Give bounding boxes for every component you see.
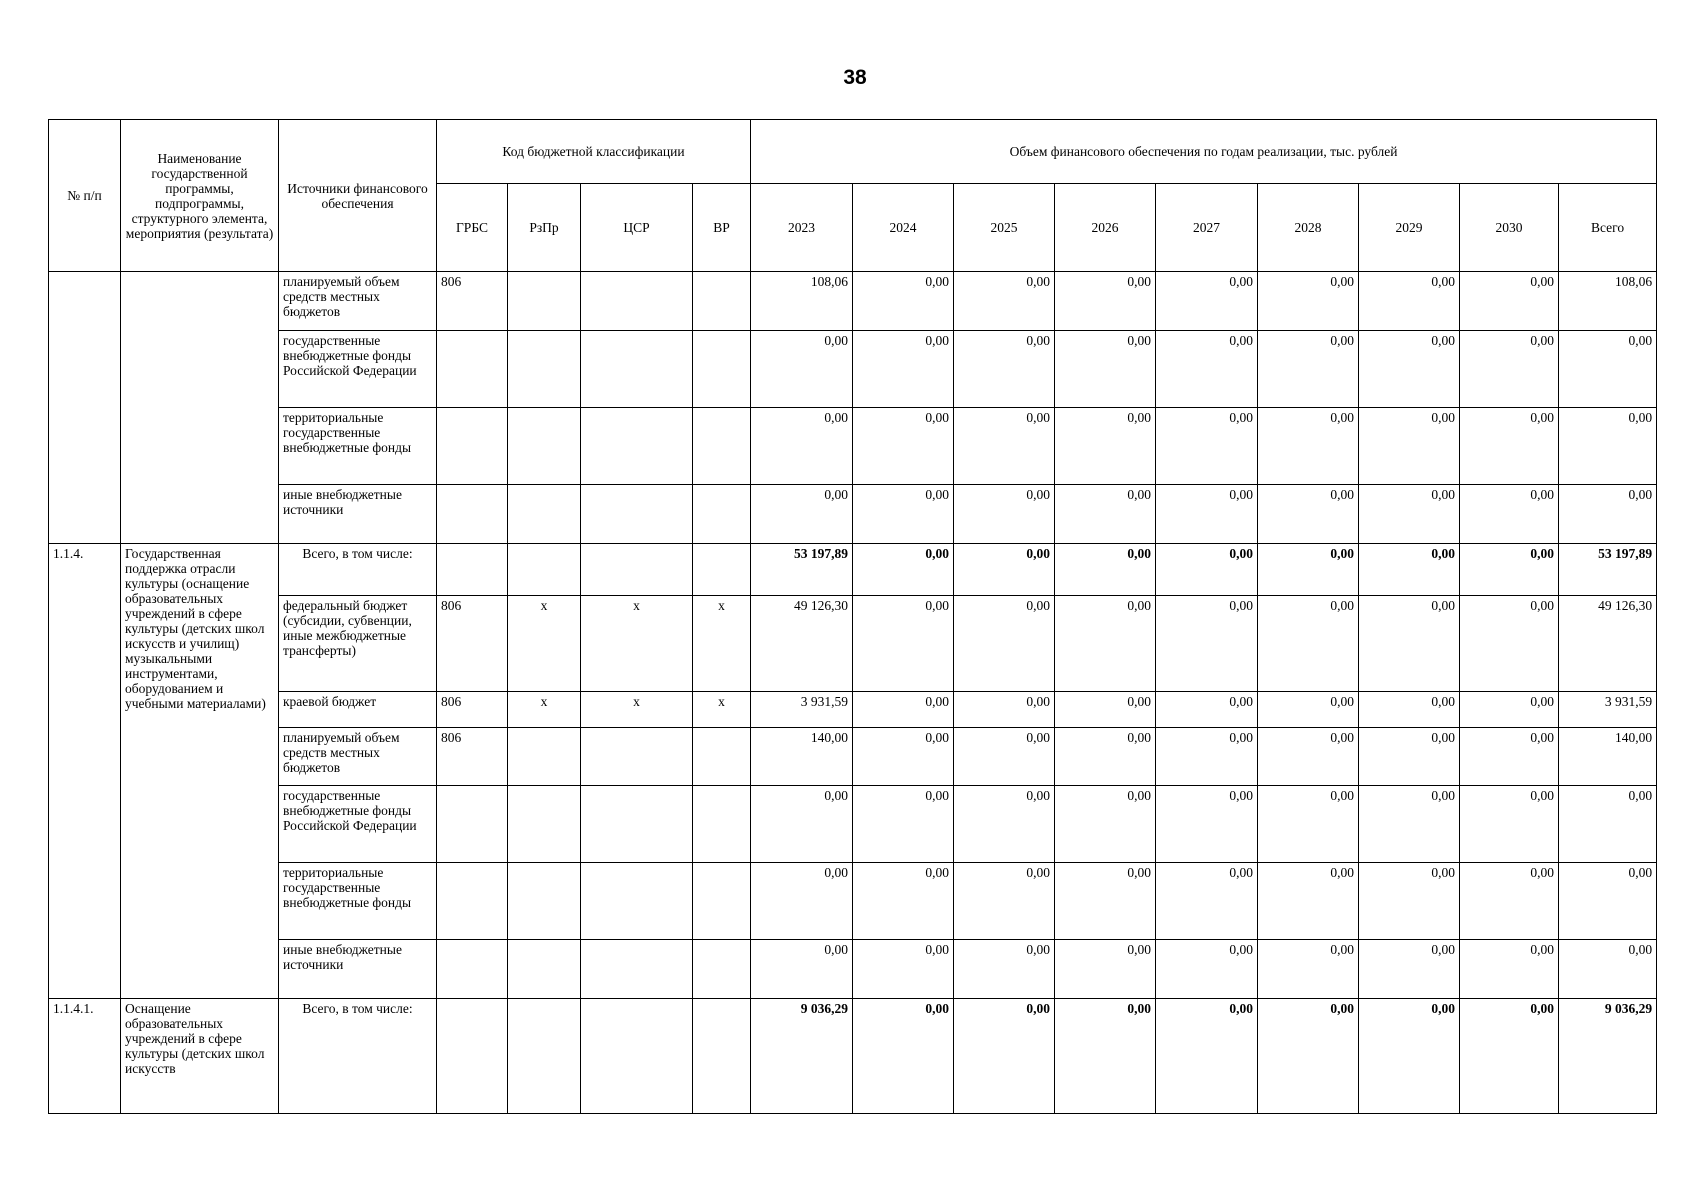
amount-cell: 0,00 — [1258, 331, 1359, 408]
amount-cell: 0,00 — [1258, 940, 1359, 999]
budget-code-cell — [693, 999, 751, 1114]
budget-code-cell: x — [508, 692, 581, 728]
header-year-2028: 2028 — [1258, 184, 1359, 272]
amount-cell: 0,00 — [1156, 999, 1258, 1114]
table-row — [49, 485, 1657, 544]
total-amount-cell: 0,00 — [1559, 863, 1657, 940]
amount-cell: 0,00 — [1460, 485, 1559, 544]
amount-cell: 0,00 — [1156, 544, 1258, 596]
amount-cell: 0,00 — [1460, 544, 1559, 596]
budget-code-cell — [437, 863, 508, 940]
budget-code-cell — [508, 544, 581, 596]
amount-cell: 0,00 — [853, 331, 954, 408]
budget-code-cell: 806 — [437, 272, 508, 331]
amount-cell: 0,00 — [1460, 331, 1559, 408]
header-year-2030: 2030 — [1460, 184, 1559, 272]
table-row — [49, 544, 1657, 596]
amount-cell: 0,00 — [954, 485, 1055, 544]
header-code-group: Код бюджетной классификации — [437, 120, 751, 184]
row-number: 1.1.4. — [49, 544, 121, 999]
header-year-2025: 2025 — [954, 184, 1055, 272]
table-row — [49, 863, 1657, 940]
budget-code-cell — [693, 940, 751, 999]
funding-source: государственные внебюджетные фонды Российской Федерации — [279, 331, 437, 408]
amount-cell: 0,00 — [1156, 728, 1258, 786]
amount-cell: 0,00 — [1055, 596, 1156, 692]
header-code-grbs: ГРБС — [437, 184, 508, 272]
amount-cell: 0,00 — [1359, 272, 1460, 331]
amount-cell: 0,00 — [1055, 272, 1156, 331]
amount-cell: 0,00 — [1156, 408, 1258, 485]
amount-cell: 0,00 — [1359, 331, 1460, 408]
amount-cell: 0,00 — [853, 999, 954, 1114]
amount-cell: 0,00 — [853, 408, 954, 485]
amount-cell: 0,00 — [1460, 596, 1559, 692]
amount-cell: 0,00 — [1460, 408, 1559, 485]
total-amount-cell: 140,00 — [1559, 728, 1657, 786]
amount-cell: 53 197,89 — [751, 544, 853, 596]
budget-code-cell — [508, 408, 581, 485]
funding-source: планируемый объем средств местных бюджетов — [279, 272, 437, 331]
budget-code-cell: 806 — [437, 596, 508, 692]
amount-cell: 0,00 — [954, 863, 1055, 940]
amount-cell: 0,00 — [954, 331, 1055, 408]
amount-cell: 0,00 — [1055, 331, 1156, 408]
budget-code-cell — [581, 272, 693, 331]
amount-cell: 0,00 — [954, 728, 1055, 786]
table-row — [49, 596, 1657, 692]
total-amount-cell: 9 036,29 — [1559, 999, 1657, 1114]
amount-cell: 0,00 — [954, 940, 1055, 999]
amount-cell: 0,00 — [853, 940, 954, 999]
budget-table — [48, 119, 1657, 1114]
budget-code-cell — [508, 863, 581, 940]
total-amount-cell: 53 197,89 — [1559, 544, 1657, 596]
header-year-2024: 2024 — [853, 184, 954, 272]
program-name: Государственная поддержка отрасли культуры (оснащение образовательных учреждений в сфере культуры (детских школ искусств и училищ) музыкальными инструментами, оборудованием и учебными материалами) — [121, 544, 279, 999]
amount-cell: 0,00 — [954, 272, 1055, 331]
header-year-2027: 2027 — [1156, 184, 1258, 272]
budget-code-cell — [693, 485, 751, 544]
amount-cell: 9 036,29 — [751, 999, 853, 1114]
table-row — [49, 940, 1657, 999]
budget-code-cell — [581, 728, 693, 786]
budget-code-cell — [581, 863, 693, 940]
amount-cell: 0,00 — [1055, 728, 1156, 786]
amount-cell: 0,00 — [954, 408, 1055, 485]
amount-cell: 0,00 — [1359, 485, 1460, 544]
amount-cell: 0,00 — [1258, 485, 1359, 544]
amount-cell: 0,00 — [1359, 596, 1460, 692]
amount-cell: 0,00 — [1460, 863, 1559, 940]
budget-code-cell — [693, 544, 751, 596]
amount-cell: 140,00 — [751, 728, 853, 786]
budget-code-cell — [508, 728, 581, 786]
amount-cell: 0,00 — [1258, 272, 1359, 331]
amount-cell: 0,00 — [1258, 728, 1359, 786]
budget-code-cell — [437, 999, 508, 1114]
amount-cell: 3 931,59 — [751, 692, 853, 728]
header-code-rzpr: РзПр — [508, 184, 581, 272]
budget-code-cell — [508, 999, 581, 1114]
amount-cell: 0,00 — [1055, 408, 1156, 485]
amount-cell: 0,00 — [1359, 544, 1460, 596]
amount-cell: 0,00 — [1156, 940, 1258, 999]
funding-source: Всего, в том числе: — [279, 999, 437, 1114]
budget-code-cell — [581, 485, 693, 544]
funding-source: планируемый объем средств местных бюджетов — [279, 728, 437, 786]
table-row — [49, 408, 1657, 485]
header-code-vr: ВР — [693, 184, 751, 272]
budget-code-cell — [437, 786, 508, 863]
header-name: Наименование государственной программы, подпрограммы, структурного элемента, мероприятия (результата) — [121, 120, 279, 272]
amount-cell: 0,00 — [853, 692, 954, 728]
amount-cell: 0,00 — [1055, 786, 1156, 863]
amount-cell: 0,00 — [751, 940, 853, 999]
amount-cell: 0,00 — [751, 863, 853, 940]
budget-code-cell: x — [581, 692, 693, 728]
amount-cell: 0,00 — [1359, 692, 1460, 728]
total-amount-cell: 0,00 — [1559, 485, 1657, 544]
program-name — [121, 272, 279, 544]
budget-code-cell — [693, 272, 751, 331]
budget-code-cell — [437, 485, 508, 544]
funding-source: территориальные государственные внебюджетные фонды — [279, 408, 437, 485]
budget-code-cell — [508, 786, 581, 863]
amount-cell: 0,00 — [751, 408, 853, 485]
total-amount-cell: 0,00 — [1559, 331, 1657, 408]
budget-code-cell — [508, 485, 581, 544]
amount-cell: 0,00 — [853, 272, 954, 331]
amount-cell: 0,00 — [853, 728, 954, 786]
table-body — [49, 272, 1657, 1114]
amount-cell: 0,00 — [751, 485, 853, 544]
amount-cell: 0,00 — [1359, 786, 1460, 863]
amount-cell: 0,00 — [1258, 863, 1359, 940]
budget-code-cell: x — [693, 692, 751, 728]
table-row — [49, 786, 1657, 863]
budget-code-cell — [581, 786, 693, 863]
amount-cell: 0,00 — [954, 999, 1055, 1114]
amount-cell: 0,00 — [1258, 408, 1359, 485]
amount-cell: 0,00 — [1258, 786, 1359, 863]
amount-cell: 0,00 — [853, 863, 954, 940]
amount-cell: 0,00 — [1359, 863, 1460, 940]
header-source: Источники финансового обеспечения — [279, 120, 437, 272]
header-year-2029: 2029 — [1359, 184, 1460, 272]
header-year-2023: 2023 — [751, 184, 853, 272]
table-row — [49, 999, 1657, 1114]
amount-cell: 0,00 — [1460, 940, 1559, 999]
budget-code-cell — [437, 331, 508, 408]
amount-cell: 0,00 — [853, 786, 954, 863]
funding-source: территориальные государственные внебюджетные фонды — [279, 863, 437, 940]
amount-cell: 0,00 — [1359, 728, 1460, 786]
header-no: № п/п — [49, 120, 121, 272]
amount-cell: 49 126,30 — [751, 596, 853, 692]
amount-cell: 0,00 — [1055, 692, 1156, 728]
budget-code-cell — [437, 408, 508, 485]
funding-source: Всего, в том числе: — [279, 544, 437, 596]
amount-cell: 0,00 — [1460, 728, 1559, 786]
amount-cell: 0,00 — [954, 596, 1055, 692]
row-number — [49, 272, 121, 544]
amount-cell: 0,00 — [1055, 863, 1156, 940]
amount-cell: 0,00 — [1156, 692, 1258, 728]
budget-code-cell — [437, 940, 508, 999]
funding-source: иные внебюджетные источники — [279, 940, 437, 999]
amount-cell: 0,00 — [1156, 272, 1258, 331]
budget-code-cell — [693, 728, 751, 786]
total-amount-cell: 49 126,30 — [1559, 596, 1657, 692]
amount-cell: 0,00 — [954, 692, 1055, 728]
header-year-2026: 2026 — [1055, 184, 1156, 272]
amount-cell: 0,00 — [1460, 692, 1559, 728]
program-name: Оснащение образовательных учреждений в сфере культуры (детских школ искусств — [121, 999, 279, 1114]
amount-cell: 0,00 — [1258, 692, 1359, 728]
budget-code-cell — [581, 999, 693, 1114]
budget-code-cell: x — [693, 596, 751, 692]
budget-code-cell — [693, 408, 751, 485]
total-amount-cell: 0,00 — [1559, 408, 1657, 485]
budget-code-cell: 806 — [437, 728, 508, 786]
header-total: Всего — [1559, 184, 1657, 272]
table-row — [49, 728, 1657, 786]
budget-code-cell — [508, 940, 581, 999]
budget-code-cell — [581, 408, 693, 485]
amount-cell: 0,00 — [1156, 596, 1258, 692]
table-row — [49, 692, 1657, 728]
budget-code-cell: 806 — [437, 692, 508, 728]
budget-code-cell — [693, 786, 751, 863]
amount-cell: 0,00 — [751, 786, 853, 863]
budget-code-cell — [581, 940, 693, 999]
total-amount-cell: 0,00 — [1559, 940, 1657, 999]
amount-cell: 0,00 — [954, 786, 1055, 863]
budget-code-cell — [508, 331, 581, 408]
funding-source: государственные внебюджетные фонды Российской Федерации — [279, 786, 437, 863]
amount-cell: 0,00 — [751, 331, 853, 408]
amount-cell: 0,00 — [954, 544, 1055, 596]
row-number: 1.1.4.1. — [49, 999, 121, 1114]
total-amount-cell: 0,00 — [1559, 786, 1657, 863]
budget-code-cell — [693, 331, 751, 408]
budget-code-cell — [508, 272, 581, 331]
amount-cell: 0,00 — [1359, 940, 1460, 999]
amount-cell: 0,00 — [1359, 408, 1460, 485]
budget-code-cell: x — [581, 596, 693, 692]
amount-cell: 0,00 — [853, 485, 954, 544]
funding-source: федеральный бюджет (субсидии, субвенции, иные межбюджетные трансферты) — [279, 596, 437, 692]
amount-cell: 0,00 — [1258, 544, 1359, 596]
total-amount-cell: 3 931,59 — [1559, 692, 1657, 728]
amount-cell: 0,00 — [1055, 940, 1156, 999]
amount-cell: 0,00 — [1055, 544, 1156, 596]
amount-cell: 0,00 — [1156, 863, 1258, 940]
amount-cell: 0,00 — [1359, 999, 1460, 1114]
page-number: 38 — [843, 66, 867, 89]
header-code-csr: ЦСР — [581, 184, 693, 272]
amount-cell: 0,00 — [1460, 272, 1559, 331]
total-amount-cell: 108,06 — [1559, 272, 1657, 331]
budget-code-cell — [437, 544, 508, 596]
table-row — [49, 331, 1657, 408]
amount-cell: 0,00 — [1258, 596, 1359, 692]
table-row — [49, 272, 1657, 331]
amount-cell: 0,00 — [1055, 485, 1156, 544]
amount-cell: 0,00 — [1460, 999, 1559, 1114]
amount-cell: 0,00 — [853, 544, 954, 596]
header-amount-group: Объем финансового обеспечения по годам реализации, тыс. рублей — [751, 120, 1657, 184]
amount-cell: 0,00 — [1055, 999, 1156, 1114]
budget-code-cell — [693, 863, 751, 940]
amount-cell: 0,00 — [1258, 999, 1359, 1114]
amount-cell: 108,06 — [751, 272, 853, 331]
amount-cell: 0,00 — [1156, 485, 1258, 544]
budget-code-cell — [581, 331, 693, 408]
budget-code-cell: x — [508, 596, 581, 692]
amount-cell: 0,00 — [1156, 786, 1258, 863]
funding-source: краевой бюджет — [279, 692, 437, 728]
amount-cell: 0,00 — [853, 596, 954, 692]
amount-cell: 0,00 — [1156, 331, 1258, 408]
amount-cell: 0,00 — [1460, 786, 1559, 863]
budget-code-cell — [581, 544, 693, 596]
funding-source: иные внебюджетные источники — [279, 485, 437, 544]
